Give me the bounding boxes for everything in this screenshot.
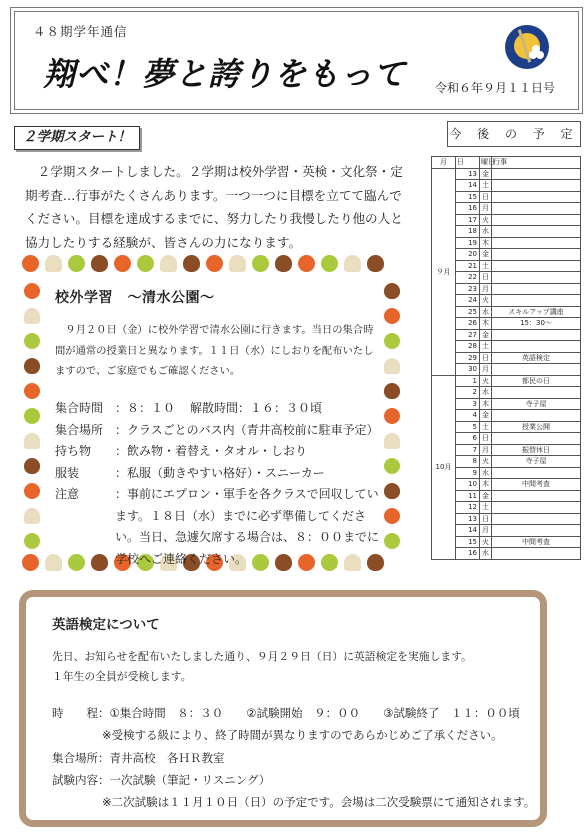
schedule-event: [492, 168, 581, 180]
persimmon-icon: [24, 383, 40, 399]
schedule-event: [492, 341, 581, 353]
schedule-weekday: 月: [480, 364, 492, 376]
schedule-day: 15: [456, 191, 480, 203]
eiken-intro-2: １年生の全員が受検します。: [52, 670, 192, 683]
mushroom-icon: [24, 433, 40, 449]
schedule-row: [432, 375, 581, 387]
mushroom-icon: [344, 255, 361, 272]
schedule-weekday: 土: [480, 421, 492, 433]
schedule-event: [492, 548, 581, 560]
schedule-weekday: 日: [480, 352, 492, 364]
detail-row-notes: 注意 ：事前にエプロン・軍手を各クラスで回収しています。１８日（水）までに必ず準備してください。当日、急遽欠席する場合は、８：００までに学校へご連絡ください。: [55, 487, 380, 566]
apple-icon: [24, 408, 40, 424]
schedule-month: 10月: [432, 375, 456, 559]
schedule-event: [492, 490, 581, 502]
schedule-day: 15: [456, 536, 480, 548]
schedule-weekday: 水: [480, 387, 492, 399]
schedule-weekday: 木: [480, 237, 492, 249]
chestnut-icon: [183, 255, 200, 272]
schedule-weekday: 月: [480, 283, 492, 295]
schedule-day: 14: [456, 525, 480, 537]
schedule-weekday: 月: [480, 525, 492, 537]
chestnut-icon: [367, 255, 384, 272]
moon-viewing-icon: [505, 25, 549, 69]
chestnut-icon: [384, 483, 400, 499]
schedule-day: 10: [456, 479, 480, 491]
schedule-day: 2: [456, 387, 480, 399]
field-trip-paragraph: ９月２０日（金）に校外学習で清水公園に行きます。当日の集合時間が通常の授業日と異なります。１１日（水）にしおりを配布いたしますので、ご家庭でもご確認ください。: [55, 324, 374, 377]
schedule-day: 6: [456, 433, 480, 445]
schedule-day: 16: [456, 203, 480, 215]
schedule-weekday: 金: [480, 410, 492, 422]
schedule-day: 9: [456, 467, 480, 479]
apple-icon: [384, 458, 400, 474]
schedule-weekday: 木: [480, 398, 492, 410]
schedule-event: [492, 180, 581, 192]
detail-row-clothes: 服装 ：私服（動きやすい格好）・スニーカー: [55, 465, 325, 480]
schedule-day: 14: [456, 180, 480, 192]
eiken-section: [19, 590, 547, 827]
schedule-day: 13: [456, 513, 480, 525]
chestnut-icon: [275, 255, 292, 272]
eiken-time-note: ※受検する級により、終了時間が異なりますのであらかじめご了承ください。: [102, 728, 503, 742]
detail-row-place: 集合場所 ：クラスごとのバス内（青井高校前に駐車予定）: [55, 422, 379, 437]
persimmon-icon: [114, 255, 131, 272]
schedule-event: 中間考査: [492, 536, 581, 548]
eiken-time-row: 時 程：①集合時間 ８：３０ ②試験開始 ９：００ ③試験終了 １１：００頃: [52, 706, 520, 720]
schedule-weekday: 土: [480, 502, 492, 514]
schedule-day: 1: [456, 375, 480, 387]
schedule-event: 寺子屋: [492, 456, 581, 468]
schedule-weekday: 日: [480, 191, 492, 203]
schedule-day: 20: [456, 249, 480, 261]
schedule-event: [492, 249, 581, 261]
persimmon-icon: [384, 308, 400, 324]
col-weekday: 曜日: [481, 158, 495, 167]
mushroom-icon: [229, 255, 246, 272]
schedule-weekday: 土: [480, 180, 492, 192]
schedule-day: 23: [456, 283, 480, 295]
schedule-event: 15：30～: [492, 318, 581, 330]
schedule-weekday: 月: [480, 203, 492, 215]
schedule-day: 16: [456, 548, 480, 560]
persimmon-icon: [22, 255, 39, 272]
schedule-event: 振替休日: [492, 444, 581, 456]
term-start-paragraph: ２学期スタートしました。２学期は校外学習・英検・文化祭・定期考査…行事がたくさんあります。一つ一つに目標を立てて臨んでください。目標を達成するまでに、努力したり我慢したり他の人と協力したりする経験が、皆さんの力になります。: [25, 164, 403, 250]
apple-icon: [384, 533, 400, 549]
col-event: 行事: [492, 157, 581, 169]
schedule-event: [492, 387, 581, 399]
schedule-event: [492, 295, 581, 307]
schedule-weekday: 木: [480, 479, 492, 491]
schedule-day: 12: [456, 502, 480, 514]
apple-icon: [24, 533, 40, 549]
schedule-event: スキルアップ講座: [492, 306, 581, 318]
apple-icon: [24, 333, 40, 349]
schedule-header-row: [432, 157, 581, 169]
schedule-day: 26: [456, 318, 480, 330]
schedule-weekday: 土: [480, 260, 492, 272]
schedule-weekday: 火: [480, 536, 492, 548]
schedule-event: [492, 260, 581, 272]
eiken-title: 英語検定について: [52, 617, 160, 633]
apple-icon: [321, 255, 338, 272]
schedule-event: [492, 191, 581, 203]
apple-icon: [68, 554, 85, 571]
chestnut-icon: [91, 255, 108, 272]
apple-icon: [68, 255, 85, 272]
schedule-day: 13: [456, 168, 480, 180]
persimmon-icon: [384, 408, 400, 424]
field-trip-section: [55, 287, 385, 566]
schedule-row: [432, 168, 581, 180]
schedule-weekday: 金: [480, 168, 492, 180]
persimmon-icon: [24, 483, 40, 499]
schedule-day: 8: [456, 456, 480, 468]
field-trip-title: 校外学習 ～清水公園～: [55, 290, 215, 306]
schedule-table: [431, 156, 581, 560]
schedule-event: 都民の日: [492, 375, 581, 387]
schedule-event: [492, 525, 581, 537]
schedule-weekday: 水: [480, 548, 492, 560]
schedule-weekday: 金: [480, 490, 492, 502]
schedule-event: [492, 329, 581, 341]
chestnut-icon: [91, 554, 108, 571]
issue-date: 令和６年９月１１日号: [435, 81, 556, 95]
schedule-day: 29: [456, 352, 480, 364]
schedule-weekday: 金: [480, 329, 492, 341]
detail-row-items: 持ち物 ：飲み物・着替え・タオル・しおり: [55, 444, 308, 458]
schedule-heading: 今 後 の 予 定: [447, 121, 581, 147]
schedule-weekday: 日: [480, 272, 492, 284]
apple-icon: [252, 255, 269, 272]
schedule-day: 7: [456, 444, 480, 456]
schedule-day: 25: [456, 306, 480, 318]
schedule-event: [492, 410, 581, 422]
mushroom-icon: [24, 508, 40, 524]
schedule-day: 24: [456, 295, 480, 307]
schedule-weekday: 火: [480, 214, 492, 226]
schedule-day: 5: [456, 421, 480, 433]
schedule-day: 19: [456, 237, 480, 249]
mushroom-icon: [384, 433, 400, 449]
issue-label: ４８期学年通信: [33, 24, 128, 39]
apple-icon: [137, 255, 154, 272]
schedule-event: [492, 513, 581, 525]
schedule-event: [492, 502, 581, 514]
schedule-event: 授業公開: [492, 421, 581, 433]
persimmon-icon: [206, 255, 223, 272]
schedule-event: 中間考査: [492, 479, 581, 491]
mushroom-icon: [45, 255, 62, 272]
schedule-event: [492, 467, 581, 479]
schedule-weekday: 火: [480, 295, 492, 307]
schedule-day: 11: [456, 490, 480, 502]
schedule-event: [492, 203, 581, 215]
schedule-event: [492, 237, 581, 249]
col-day: 日: [456, 157, 480, 169]
eiken-content-note: ※二次試験は１１月１０日（日）の予定です。会場は二次受験票にて通知されます。: [102, 795, 536, 809]
eiken-content-row: 試験内容：一次試験（筆記・リスニング）: [52, 773, 271, 787]
chestnut-icon: [384, 383, 400, 399]
schedule-weekday: 水: [480, 306, 492, 318]
newsletter-header: [14, 11, 579, 110]
detail-row-time: 集合時間 ：８：１０ 解散時間：１６：３０頃: [55, 401, 323, 415]
schedule-day: 17: [456, 214, 480, 226]
mushroom-icon: [160, 255, 177, 272]
schedule-weekday: 水: [480, 226, 492, 238]
schedule-day: 21: [456, 260, 480, 272]
schedule-day: 22: [456, 272, 480, 284]
schedule-weekday: 木: [480, 318, 492, 330]
apple-icon: [384, 333, 400, 349]
schedule-day: 18: [456, 226, 480, 238]
schedule-weekday: 月: [480, 444, 492, 456]
schedule-weekday: 土: [480, 341, 492, 353]
schedule-event: [492, 364, 581, 376]
section-title-term-start: ２学期スタート！: [14, 126, 140, 150]
persimmon-icon: [384, 508, 400, 524]
schedule-weekday: 日: [480, 433, 492, 445]
persimmon-icon: [22, 554, 39, 571]
schedule-event: [492, 226, 581, 238]
schedule-weekday: 日: [480, 513, 492, 525]
schedule-day: 4: [456, 410, 480, 422]
chestnut-icon: [24, 358, 40, 374]
schedule-event: [492, 214, 581, 226]
mushroom-icon: [384, 358, 400, 374]
field-trip-details: [55, 398, 380, 566]
schedule-day: 27: [456, 329, 480, 341]
schedule-weekday: 火: [480, 375, 492, 387]
schedule-weekday: 金: [480, 249, 492, 261]
chestnut-icon: [384, 283, 400, 299]
schedule-month: ９月: [432, 168, 456, 375]
newsletter-title: 翔べ！夢と誇りをもって: [43, 55, 407, 93]
schedule-weekday: 水: [480, 467, 492, 479]
persimmon-icon: [24, 283, 40, 299]
schedule-day: 3: [456, 398, 480, 410]
schedule-day: 30: [456, 364, 480, 376]
persimmon-icon: [298, 255, 315, 272]
schedule-event: [492, 433, 581, 445]
schedule-event: [492, 272, 581, 284]
schedule-weekday: 火: [480, 456, 492, 468]
col-month: 月: [432, 157, 456, 169]
eiken-place-row: 集合場所：青井高校 各ＨＲ教室: [52, 751, 225, 765]
chestnut-icon: [24, 458, 40, 474]
mushroom-icon: [45, 554, 62, 571]
schedule-event: 英語検定: [492, 352, 581, 364]
schedule-day: 28: [456, 341, 480, 353]
schedule-event: [492, 283, 581, 295]
mushroom-icon: [24, 308, 40, 324]
schedule-event: 寺子屋: [492, 398, 581, 410]
eiken-intro-1: 先日、お知らせを配布いたしました通り、９月２９日（日）に英語検定を実施します。: [52, 650, 472, 663]
